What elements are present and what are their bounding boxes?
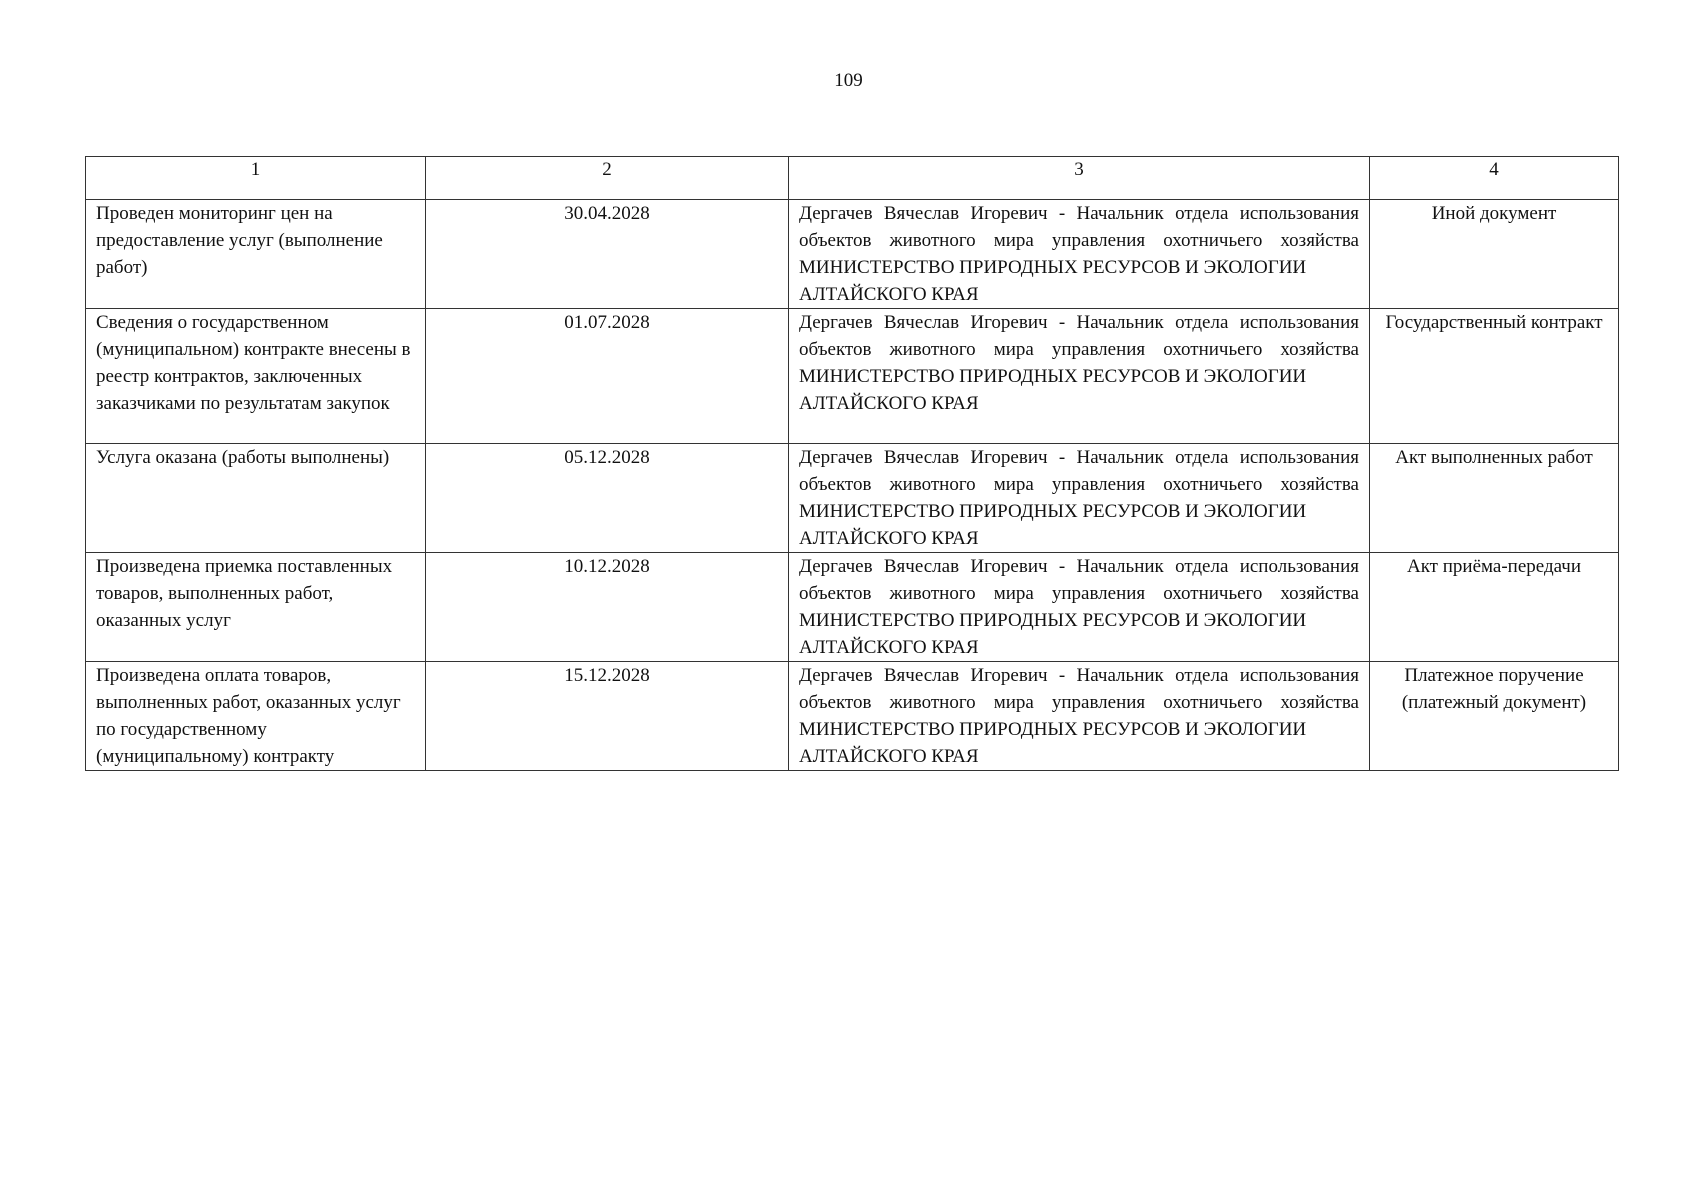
- event-cell: Произведена приемка поставленных товаров, выполненных работ, оказанных услуг: [86, 553, 426, 662]
- page-number: 109: [834, 70, 863, 91]
- table-row: [86, 200, 1619, 309]
- document-cell: Государственный контракт: [1370, 309, 1619, 444]
- event-cell: Произведена оплата товаров, выполненных работ, оказанных услуг по государственному (муниципальному) контракту: [86, 662, 426, 771]
- header-col-4: 4: [1370, 157, 1619, 200]
- table-row: [86, 309, 1619, 444]
- date-cell: 15.12.2028: [426, 662, 789, 771]
- responsible-person: Дергачев Вячеслав Игоревич - Начальник отдела использования объектов животного мира управления охотничьего хозяйства: [799, 447, 1359, 495]
- date-cell: 05.12.2028: [426, 444, 789, 553]
- responsible-org: МИНИСТЕРСТВО ПРИРОДНЫХ РЕСУРСОВ И ЭКОЛОГИИ АЛТАЙСКОГО КРАЯ: [799, 501, 1307, 549]
- responsible-cell: [789, 444, 1370, 553]
- document-cell: Платежное поручение (платежный документ): [1370, 662, 1619, 771]
- date-cell: 30.04.2028: [426, 200, 789, 309]
- responsible-cell: [789, 662, 1370, 771]
- document-cell: Акт выполненных работ: [1370, 444, 1619, 553]
- document-cell: Иной документ: [1370, 200, 1619, 309]
- responsible-person: Дергачев Вячеслав Игоревич - Начальник отдела использования объектов животного мира управления охотничьего хозяйства: [799, 665, 1359, 713]
- responsible-org: МИНИСТЕРСТВО ПРИРОДНЫХ РЕСУРСОВ И ЭКОЛОГИИ АЛТАЙСКОГО КРАЯ: [799, 257, 1307, 305]
- responsible-cell: [789, 553, 1370, 662]
- responsible-person: Дергачев Вячеслав Игоревич - Начальник отдела использования объектов животного мира управления охотничьего хозяйства: [799, 312, 1359, 360]
- responsible-person: Дергачев Вячеслав Игоревич - Начальник отдела использования объектов животного мира управления охотничьего хозяйства: [799, 203, 1359, 251]
- table-row: [86, 553, 1619, 662]
- table-header-row: [86, 157, 1619, 200]
- responsible-org: МИНИСТЕРСТВО ПРИРОДНЫХ РЕСУРСОВ И ЭКОЛОГИИ АЛТАЙСКОГО КРАЯ: [799, 610, 1307, 658]
- responsible-cell: [789, 309, 1370, 444]
- header-col-2: 2: [426, 157, 789, 200]
- document-cell: Акт приёма-передачи: [1370, 553, 1619, 662]
- responsible-org: МИНИСТЕРСТВО ПРИРОДНЫХ РЕСУРСОВ И ЭКОЛОГИИ АЛТАЙСКОГО КРАЯ: [799, 719, 1307, 767]
- responsible-cell: [789, 200, 1370, 309]
- table-row: [86, 662, 1619, 771]
- event-cell: Услуга оказана (работы выполнены): [86, 444, 426, 553]
- date-cell: 10.12.2028: [426, 553, 789, 662]
- responsible-org: МИНИСТЕРСТВО ПРИРОДНЫХ РЕСУРСОВ И ЭКОЛОГИИ АЛТАЙСКОГО КРАЯ: [799, 366, 1307, 414]
- responsible-person: Дергачев Вячеслав Игоревич - Начальник отдела использования объектов животного мира управления охотничьего хозяйства: [799, 556, 1359, 604]
- event-cell: Проведен мониторинг цен на предоставление услуг (выполнение работ): [86, 200, 426, 309]
- table-row: [86, 444, 1619, 553]
- control-points-table: [85, 156, 1619, 771]
- header-col-3: 3: [789, 157, 1370, 200]
- date-cell: 01.07.2028: [426, 309, 789, 444]
- header-col-1: 1: [86, 157, 426, 200]
- event-cell: Сведения о государственном (муниципальном) контракте внесены в реестр контрактов, заключенных заказчиками по результатам закупок: [86, 309, 426, 444]
